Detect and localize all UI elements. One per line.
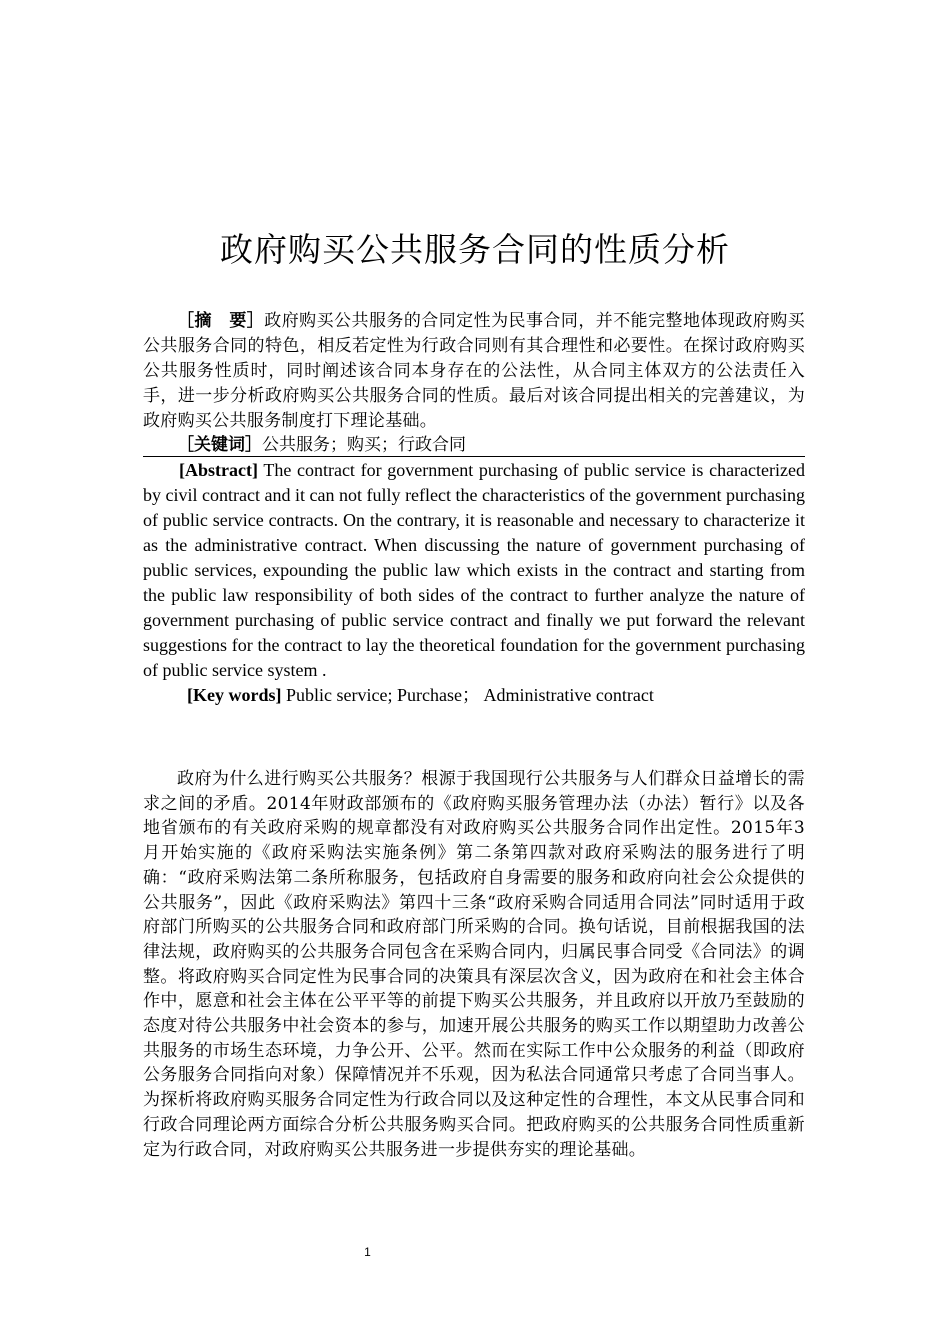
page-title: 政府购买公共服务合同的性质分析 (220, 230, 730, 269)
keywords-cn-label: ［关键词］ (177, 435, 262, 455)
abstract-en-label: [Abstract] (179, 460, 258, 480)
abstract-cn-label: ［摘 要］ (177, 311, 265, 331)
keywords-en-label: [Key words] (187, 685, 282, 705)
abstract-en (143, 458, 805, 683)
keywords-en-text: Public service; Purchase； Administrative contract (285, 685, 654, 705)
keywords-cn (143, 433, 805, 458)
abstract-en-text: The contract for government purchasing of public service is characterized by civil contract and it can not fully reflect the characteristics of the government purchasing of public service contracts. On the contrary, it is reasonable and necessary to characterize it as the administrative contract. When discussing the nature of government purchasing of public services, expounding the public law which exists in the contract and starting from the public law responsibility of both sides of the contract to further analyze the nature of government purchasing of public service contract and finally we put forward the relevant suggestions for the contract to lay the theoretical foundation for the government purchasing of public service system . (143, 460, 805, 680)
abstract-cn (143, 309, 805, 434)
abstract-cn-text: 政府购买公共服务的合同定性为民事合同，并不能完整地体现政府购买公共服务合同的特色，相反若定性为行政合同则有其合理性和必要性。在探讨政府购买公共服务性质时，同时阐述该合同本身存在的公法性，从合同主体双方的公法责任入手，进一步分析政府购买公共服务合同的性质。最后对该合同提出相关的完善建议，为政府购买公共服务制度打下理论基础。 (143, 311, 805, 431)
keywords-cn-text: 公共服务；购买；行政合同 (262, 435, 466, 455)
keywords-en (143, 683, 805, 708)
body-paragraph: 政府为什么进行购买公共服务？根源于我国现行公共服务与人们群众日益增长的需求之间的矛盾。2014年财政部颁布的《政府购买服务管理办法（办法）暂行》以及各地省颁布的有关政府采购的规章都没有对政府购买公共服务合同作出定性。2015年3月开始实施的《政府采购法实施条例》第二条第四款对政府采购法的服务进行了明确：“政府采购法第二条所称服务，包括政府自身需要的服务和政府向社会公众提供的公共服务”，因此《政府采购法》第四十三条“政府采购合同适用合同法”同时适用于政府部门所购买的公共服务合同和政府部门所采购的合同。换句话说，目前根据我国的法律法规，政府购买的公共服务合同包含在采购合同内，归属民事合同受《合同法》的调整。将政府购买合同定性为民事合同的决策具有深层次含义，因为政府在和社会主体合作中，愿意和社会主体在公平平等的前提下购买公共服务，并且政府以开放乃至鼓励的态度对待公共服务中社会资本的参与，加速开展公共服务的购买工作以期望助力改善公共服务的市场生态环境，力争公开、公平。然而在实际工作中公众服务的利益（即政府公务服务合同指向对象）保障情况并不乐观，因为私法合同通常只考虑了合同当事人。为探析将政府购买服务合同定性为行政合同以及这种定性的合理性，本文从民事合同和行政合同理论两方面综合分析公共服务购买合同。把政府购买的公共服务合同性质重新定为行政合同，对政府购买公共服务进一步提供夯实的理论基础。 (143, 769, 805, 1160)
page-number: 1 (364, 1245, 371, 1259)
divider-line (143, 456, 805, 457)
